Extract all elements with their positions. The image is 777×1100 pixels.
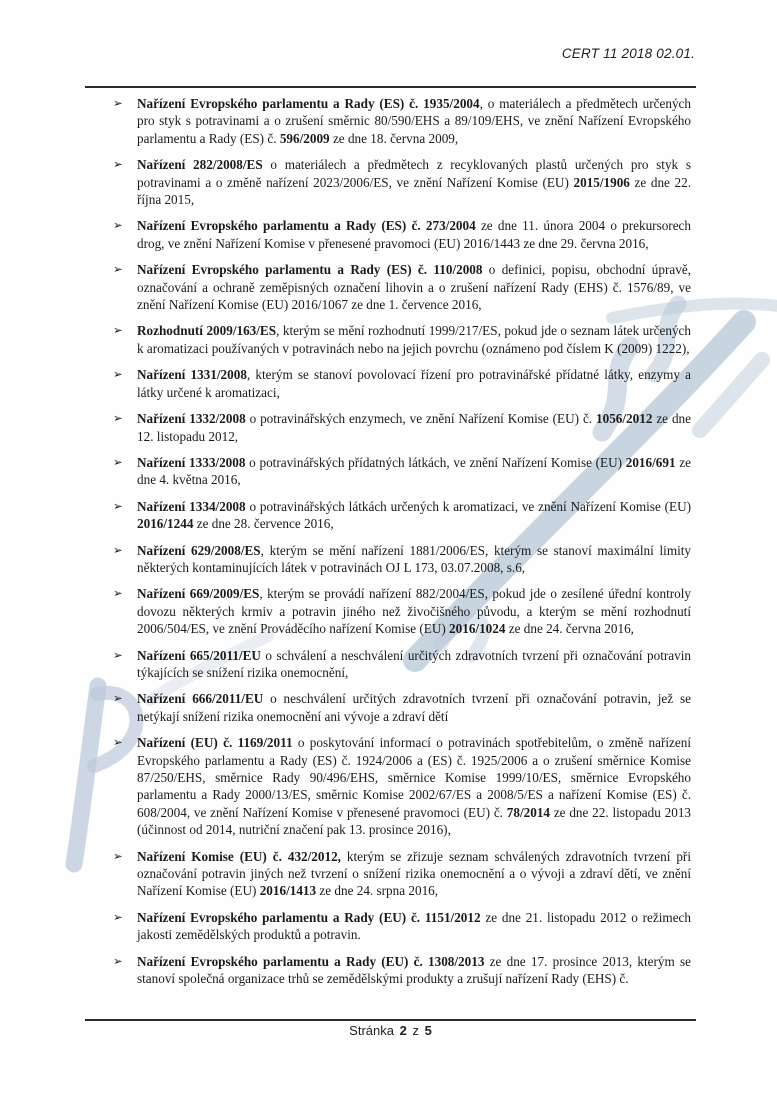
arrow-bullet-icon: ➢: [113, 157, 123, 172]
regulation-item: [113, 217, 691, 252]
regulation-item: [113, 498, 691, 533]
regulation-text: Nařízení 1332/2008 o potravinářských enzymech, ve znění Nařízení Komise (EU) č. 1056/2012 ze dne 12. listopadu 2012,: [137, 411, 691, 444]
regulation-text: Nařízení Evropského parlamentu a Rady (EU) č. 1151/2012 ze dne 21. listopadu 2012 o režimech jakosti zemědělských produktů a potravin.: [137, 909, 691, 943]
regulation-item: [113, 953, 691, 988]
regulation-item: [113, 848, 691, 900]
regulation-text: Nařízení Evropského parlamentu a Rady (ES) č. 273/2004 ze dne 11. února 2004 o prekursorech drog, ve znění Nařízení Komise v přenesené pravomoci (EU) 2016/1443 ze dne 29. června 2016,: [137, 218, 691, 251]
regulation-item: [113, 322, 691, 357]
regulation-item: [113, 156, 691, 208]
total-pages: 5: [424, 1023, 432, 1038]
regulation-text: Nařízení 669/2009/ES, kterým se provádí nařízení 882/2004/ES, pokud jde o zesílené úřední kontroly dovozu některých krmiv a potravin jiného než živočišného původu, a kterým se mění rozhodnutí 2006/504/ES, ve znění Prováděcího nařízení Komise (EU) 2016/1024 ze dne 24. června 2016,: [137, 586, 691, 637]
arrow-bullet-icon: ➢: [113, 848, 123, 863]
arrow-bullet-icon: ➢: [113, 96, 123, 110]
arrow-bullet-icon: ➢: [113, 909, 123, 924]
arrow-bullet-icon: ➢: [113, 735, 123, 750]
regulation-text: Nařízení Evropského parlamentu a Rady (ES) č. 1935/2004, o materiálech a předmětech určených pro styk s potravinami a o zrušení směrnic 80/590/EHS a 89/109/EHS, ve znění Nařízení Evropského parlamentu a Rady (ES) č. 596/2009 ze dne 18. června 2009,: [137, 96, 691, 146]
regulation-item: [113, 690, 691, 725]
regulation-text: Nařízení 1334/2008 o potravinářských látkách určených k aromatizaci, ve znění Nařízení Komise (EU) 2016/1244 ze dne 28. července 2016,: [137, 498, 691, 532]
regulation-text: Nařízení Komise (EU) č. 432/2012, kterým se zřizuje seznam schválených zdravotních tvrzení při označování potravin jiných než tvrzení o snížení rizika onemocnění a o vývoji a zdraví dětí, ve znění Nařízení Komise (EU) 2016/1413 ze dne 24. srpna 2016,: [137, 848, 691, 899]
arrow-bullet-icon: ➢: [113, 691, 123, 706]
regulation-item: [113, 909, 691, 944]
regulation-text: Nařízení Evropského parlamentu a Rady (EU) č. 1308/2013 ze dne 17. prosince 2013, kterým se stanoví společná organizace trhů se zemědělskými produkty a zrušují nařízení Rady (EHS) č.: [137, 953, 691, 987]
watermark-stroke: [74, 686, 98, 864]
arrow-bullet-icon: ➢: [113, 367, 123, 382]
document-reference: CERT 11 2018 02.01.: [561, 46, 695, 61]
regulation-list: [113, 95, 691, 996]
regulation-text: Nařízení 629/2008/ES, kterým se mění nařízení 1881/2006/ES, kterým se stanoví maximální limity některých kontaminujících látek v potravinách OJ L 173, 03.07.2008, s.6,: [137, 542, 691, 575]
header-divider: [85, 86, 696, 88]
regulation-text: Nařízení 282/2008/ES o materiálech a předmětech z recyklovaných plastů určených pro styk s potravinami a o změně nařízení 2023/2006/ES, ve znění Nařízení Komise (EU) 2015/1906 ze dne 22. října 2015,: [137, 157, 691, 208]
page-footer: [85, 1023, 696, 1038]
arrow-bullet-icon: ➢: [113, 454, 123, 469]
page-number: 2: [399, 1023, 407, 1038]
regulation-item: [113, 542, 691, 577]
footer-of-word: z: [412, 1023, 419, 1038]
arrow-bullet-icon: ➢: [113, 411, 123, 426]
footer-divider: [85, 1019, 696, 1021]
regulation-text: Rozhodnutí 2009/163/ES, kterým se mění rozhodnutí 1999/217/ES, pokud jde o seznam látek určených k aromatizaci používaných v potravinách nebo na jejich povrchu (oznámeno pod číslem K (2009) 1222),: [137, 323, 692, 356]
regulation-text: Nařízení 1333/2008 o potravinářských přídatných látkách, ve znění Nařízení Komise (EU) 2016/691 ze dne 4. května 2016,: [137, 454, 691, 488]
regulation-text: Nařízení Evropského parlamentu a Rady (ES) č. 110/2008 o definici, popisu, obchodní úpravě, označování a ochraně zeměpisných označení lihovin a o zrušení nařízení Rady (EHS) č. 1576/89, ve znění Nařízení Komise (EU) 2016/1067 ze dne 1. července 2016,: [137, 262, 691, 313]
footer-label: Stránka: [349, 1023, 394, 1038]
arrow-bullet-icon: ➢: [113, 647, 123, 662]
regulation-text: Nařízení (EU) č. 1169/2011 o poskytování informací o potravinách spotřebitelům, o změně nařízení Evropského parlamentu a Rady (ES) č. 1924/2006 a (ES) č. 1925/2006 a o zrušení směrnice Komise 87/250/EHS, směrnice Rady 90/496/EHS, směrnice Komise 1999/10/ES, směrnice Evropského parlamentu a Rady 2000/13/ES, směrnic Komise 2002/67/ES a 2008/5/ES a nařízení Komise (ES) č. 608/2004, ve znění Nařízení Komise v přenesené pravomoci (EU) č. 78/2014 ze dne 22. listopadu 2013 (účinnost od 2014, nutriční značení pak 13. prosince 2016),: [137, 735, 692, 838]
arrow-bullet-icon: ➢: [113, 218, 123, 233]
arrow-bullet-icon: ➢: [113, 262, 123, 277]
watermark-stroke: [700, 360, 762, 430]
regulation-item: [113, 734, 691, 838]
arrow-bullet-icon: ➢: [113, 498, 123, 513]
arrow-bullet-icon: ➢: [113, 953, 123, 968]
arrow-bullet-icon: ➢: [113, 323, 123, 338]
regulation-text: Nařízení 666/2011/EU o neschválení určitých zdravotních tvrzení při označování potravin, jež se netýkají snížení rizika onemocnění ani vývoje a zdraví dětí: [137, 691, 691, 724]
regulation-item: [113, 585, 691, 637]
arrow-bullet-icon: ➢: [113, 542, 123, 557]
regulation-item: [113, 366, 691, 401]
regulation-item: [113, 454, 691, 489]
arrow-bullet-icon: ➢: [113, 586, 123, 601]
regulation-item: [113, 95, 691, 147]
regulation-text: Nařízení 1331/2008, kterým se stanoví povolovací řízení pro potravinářské přídatné látky, enzymy a látky určené k aromatizaci,: [137, 367, 691, 400]
regulation-item: [113, 410, 691, 445]
regulation-item: [113, 647, 691, 682]
regulation-text: Nařízení 665/2011/EU o schválení a neschválení určitých zdravotních tvrzení při označování potravin týkajících se snížení rizika onemocnění,: [137, 647, 691, 680]
regulation-item: [113, 261, 691, 313]
